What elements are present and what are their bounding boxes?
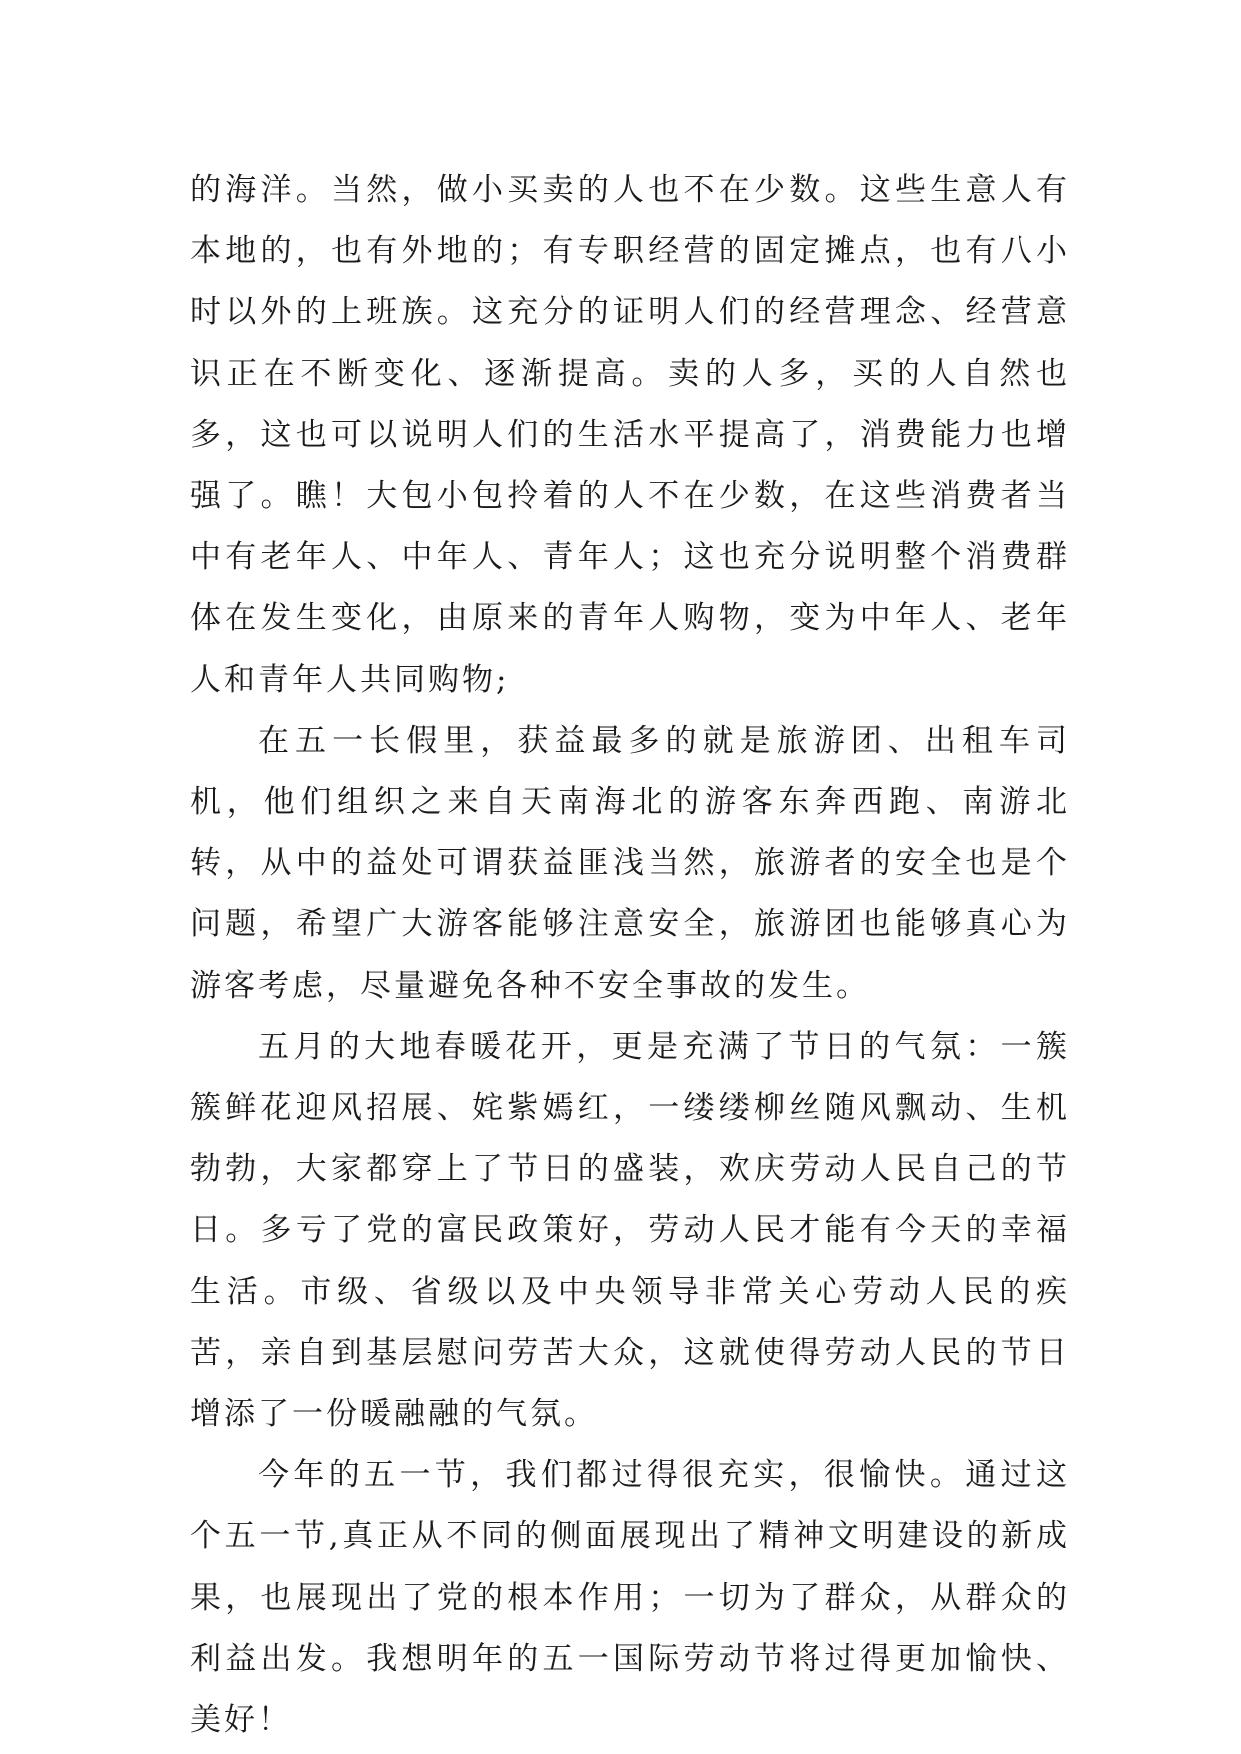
paragraph-continued-shopping: 的海洋。当然，做小买卖的人也不在少数。这些生意人有本地的，也有外地的；有专职经营的固定摊点，也有八小时以外的上班族。这充分的证明人们的经营理念、经营意识正在不断变化、逐渐提高。卖的人多，买的人自然也多，这也可以说明人们的生活水平提高了，消费能力也增强了。瞧！大包小包拎着的人不在少数，在这些消费者当中有老年人、中年人、青年人；这也充分说明整个消费群体在发生变化，由原来的青年人购物，变为中年人、老年人和青年人共同购物; [190,172,1070,698]
document-body [190,160,1070,1751]
paragraph-conclusion: 今年的五一节，我们都过得很充实，很愉快。通过这个五一节,真正从不同的侧面展现出了精神文明建设的新成果，也展现出了党的根本作用；一切为了群众，从群众的利益出发。我想明年的五一国际劳动节将过得更加愉快、美好！ [190,1457,1070,1739]
paragraph-tourism: 在五一长假里，获益最多的就是旅游团、出租车司机，他们组织之来自天南海北的游客东奔西跑、南游北转，从中的益处可谓获益匪浅当然，旅游者的安全也是个问题，希望广大游客能够注意安全，旅游团也能够真心为游客考虑，尽量避免各种不安全事故的发生。 [190,722,1070,1004]
paragraph-may-scenery: 五月的大地春暖花开，更是充满了节日的气氛：一簇簇鲜花迎风招展、姹紫嫣红，一缕缕柳丝随风飘动、生机勃勃，大家都穿上了节日的盛装，欢庆劳动人民自己的节日。多亏了党的富民政策好，劳动人民才能有今天的幸福生活。市级、省级以及中央领导非常关心劳动人民的疾苦，亲自到基层慰问劳苦大众，这就使得劳动人民的节日增添了一份暖融融的气氛。 [190,1028,1070,1433]
